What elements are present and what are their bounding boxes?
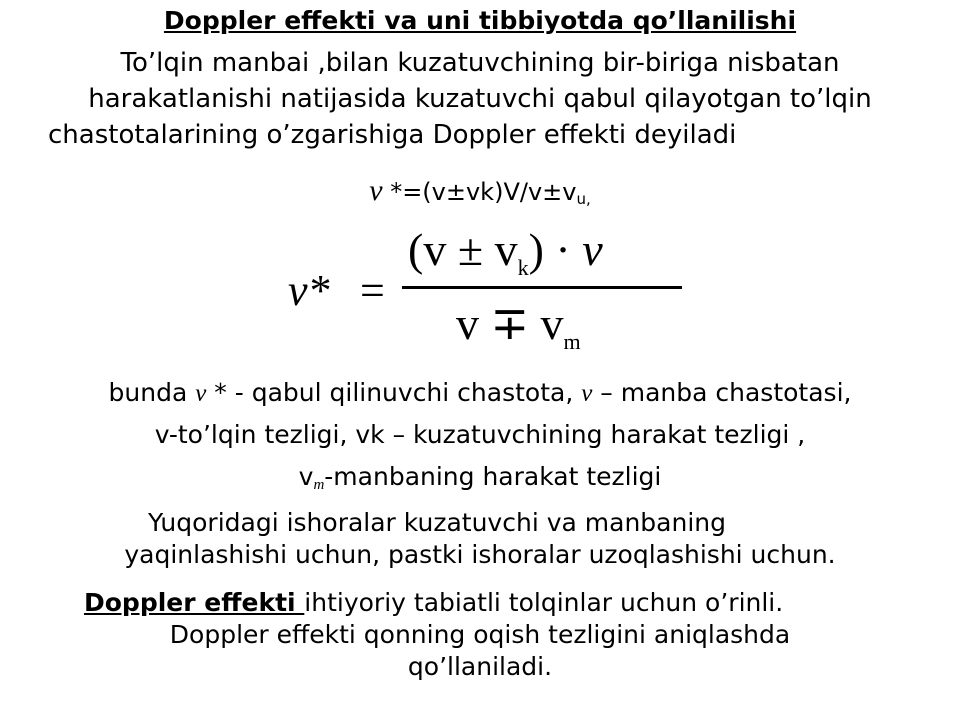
definition-line-3: chastotalarining o’zgarishiga Doppler effekti deyiladi <box>48 120 737 150</box>
definition-line-1: To’lqin manbai ,bilan kuzatuvchining bir-biriga nisbatan <box>120 48 840 78</box>
num-nu: ν <box>582 224 603 275</box>
explanation-line-1 <box>0 378 960 409</box>
formula-equals: = <box>360 266 385 315</box>
explanation-line-8: qo’llaniladi. <box>407 652 553 681</box>
explanation-line-2: v-to’lqin tezligi, vk – kuzatuvchining harakat tezligi , <box>154 420 806 449</box>
doppler-formula <box>280 222 700 362</box>
explanation-line-7: Doppler effekti qonning oqish tezligini aniqlashda <box>169 620 791 649</box>
num-close: ) <box>528 224 544 275</box>
explanation-line-3 <box>0 462 960 500</box>
explanation-line-6 <box>84 588 783 618</box>
expl-6-rest: ihtiyoriy tabiatli tolqinlar uchun o’rinli. <box>304 588 784 617</box>
formula-denominator <box>456 298 581 368</box>
num-pm: ± <box>446 224 495 275</box>
den-v: v <box>456 298 479 349</box>
num-v: v <box>494 224 518 275</box>
den-sub: m <box>563 329 581 354</box>
expl-1-nu2: ν <box>581 380 593 407</box>
definition-line-2: harakatlanishi natijasida kuzatuvchi qabul qilayotgan to’lqin <box>88 84 872 114</box>
formula-lhs: ν* <box>288 266 330 315</box>
fraction-bar <box>402 286 682 289</box>
formula-inline-text: *=(v±vk)V/v±v <box>382 178 577 206</box>
num-sub: k <box>517 255 529 280</box>
expl-3-sub: m <box>313 477 325 493</box>
nu-symbol: ν <box>369 174 383 207</box>
expl-3-v: v <box>298 462 314 491</box>
formula-inline <box>0 176 960 214</box>
num-dot: · <box>543 224 583 275</box>
num-open: (v <box>408 224 447 275</box>
formula-inline-sub: u, <box>576 190 591 208</box>
expl-1-b: * - qabul qilinuvchi chastota, <box>206 378 582 407</box>
expl-1-a: bunda <box>108 378 196 407</box>
expl-1-nu: ν <box>195 380 207 407</box>
explanation-line-4: Yuqoridagi ishoralar kuzatuvchi va manbaning <box>148 508 726 537</box>
den-mp: ∓ <box>479 298 541 349</box>
expl-1-c: – manba chastotasi, <box>592 378 852 407</box>
expl-3-rest: -manbaning harakat tezligi <box>324 462 662 491</box>
formula-numerator <box>408 224 603 294</box>
doppler-effect-term: Doppler effekti <box>84 588 305 617</box>
explanation-line-5: yaqinlashishi uchun, pastki ishoralar uzoqlashishi uchun. <box>124 540 836 569</box>
den-v2: v <box>540 298 564 349</box>
slide-title: Doppler effekti va uni tibbiyotda qo’llanilishi <box>163 6 797 35</box>
